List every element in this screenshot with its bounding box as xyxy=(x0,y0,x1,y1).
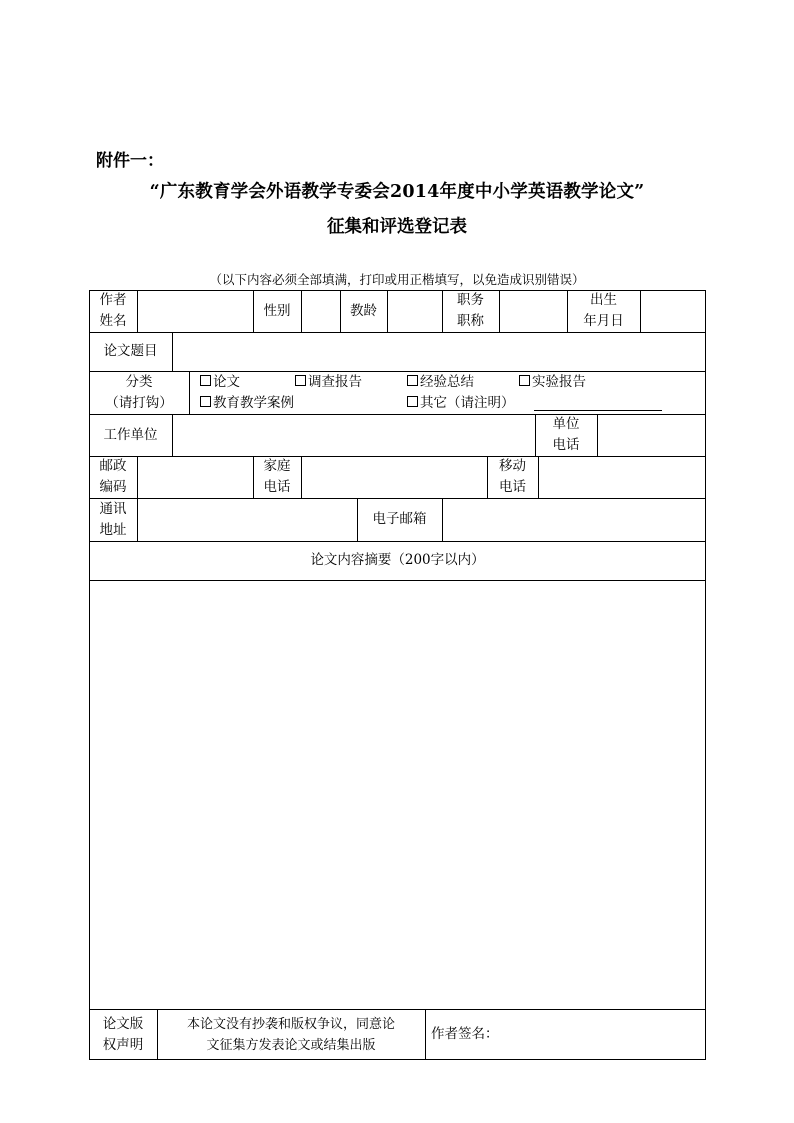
work-unit-field[interactable] xyxy=(173,415,535,456)
abstract-field[interactable] xyxy=(90,581,705,1009)
author-signature-label: 作者签名： xyxy=(431,1026,499,1042)
checkbox-icon xyxy=(200,396,211,407)
unit-phone-field[interactable] xyxy=(598,415,705,456)
fill-instructions: （以下内容必须全部填满，打印或用正楷填写，以免造成识别错误） xyxy=(209,272,585,287)
address-label: 通讯 地址 xyxy=(99,500,127,538)
category-option-experience[interactable]: 经验总结 xyxy=(407,372,474,392)
border-right xyxy=(705,290,706,1060)
col-divider xyxy=(189,371,190,414)
address-field[interactable] xyxy=(138,499,357,541)
checkbox-icon xyxy=(407,396,418,407)
col-divider xyxy=(425,1009,426,1060)
teaching-years-label: 教龄 xyxy=(350,302,377,319)
mobile-phone-field[interactable] xyxy=(539,457,705,498)
author-name-label: 作者 姓名 xyxy=(99,292,127,329)
other-specify-line[interactable] xyxy=(534,410,662,411)
teaching-years-field[interactable] xyxy=(388,291,442,332)
category-option-paper[interactable]: 论文 xyxy=(200,372,240,392)
category-option-case[interactable]: 教育教学案例 xyxy=(200,393,294,413)
category-option-survey[interactable]: 调查报告 xyxy=(295,372,362,392)
birth-date-field[interactable] xyxy=(641,291,705,332)
email-field[interactable] xyxy=(443,499,705,541)
postal-code-label: 邮政 编码 xyxy=(99,458,127,495)
category-option-other[interactable]: 其它（请注明） xyxy=(407,393,515,413)
author-signature-field[interactable] xyxy=(509,1010,705,1059)
abstract-header: 论文内容摘要（200字以内） xyxy=(310,552,485,568)
paper-title-field[interactable] xyxy=(173,333,705,371)
checkbox-icon xyxy=(295,375,306,386)
checkbox-icon xyxy=(407,375,418,386)
unit-phone-label: 单位 电话 xyxy=(552,416,580,453)
form-title: “广东教育学会外语教学专委会2014年度中小学英语教学论文” xyxy=(149,182,645,202)
author-name-field[interactable] xyxy=(138,291,253,332)
position-title-field[interactable] xyxy=(500,291,567,332)
gender-field[interactable] xyxy=(302,291,340,332)
category-label: 分类 （请打钩） xyxy=(105,373,173,411)
birth-date-label: 出生 年月日 xyxy=(583,292,624,329)
mobile-phone-label: 移动 电话 xyxy=(499,458,526,495)
registration-form xyxy=(89,290,706,1060)
work-unit-label: 工作单位 xyxy=(103,426,158,443)
gender-label: 性别 xyxy=(263,302,291,319)
postal-code-field[interactable] xyxy=(138,457,253,498)
copyright-label: 论文版 权声明 xyxy=(102,1015,144,1053)
position-title-label: 职务 职称 xyxy=(457,292,484,329)
email-label: 电子邮箱 xyxy=(372,511,427,527)
category-option-experiment[interactable]: 实验报告 xyxy=(519,372,586,392)
paper-title-label: 论文题目 xyxy=(103,343,158,359)
checkbox-icon xyxy=(519,375,530,386)
checkbox-icon xyxy=(200,375,211,386)
home-phone-field[interactable] xyxy=(302,457,487,498)
home-phone-label: 家庭 电话 xyxy=(263,458,291,495)
attachment-label: 附件一： xyxy=(96,151,164,171)
copyright-statement: 本论文没有抄袭和版权争议，同意论 文征集方发表论文或结集出版 xyxy=(186,1016,395,1053)
form-subtitle: 征集和评选登记表 xyxy=(327,217,467,237)
